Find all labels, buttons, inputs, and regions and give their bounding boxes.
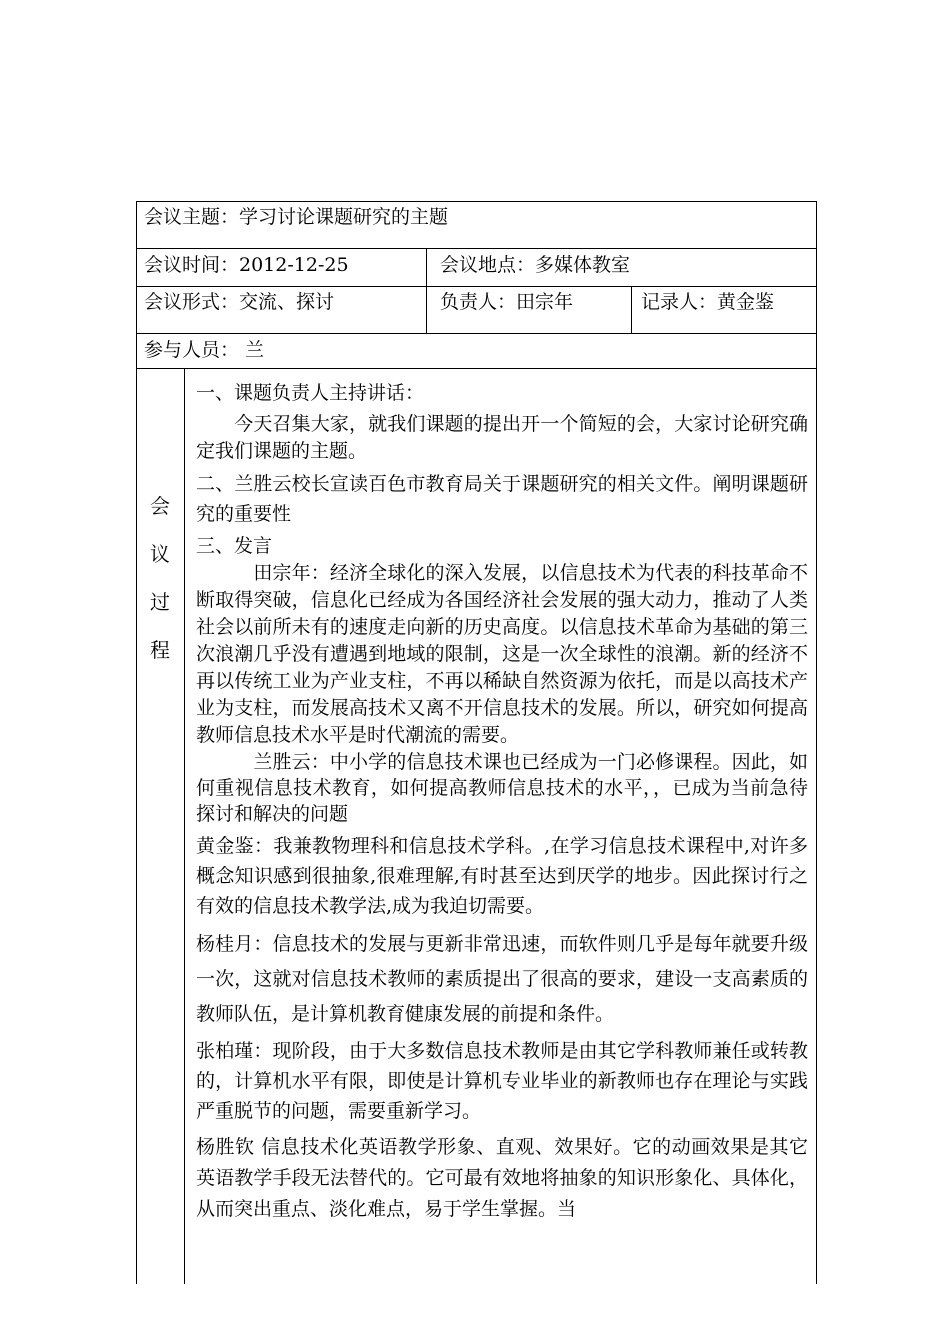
process-label-char: 议 bbox=[150, 542, 170, 566]
meeting-format: 会议形式：交流、探讨 bbox=[144, 291, 335, 313]
speech-lan: 兰胜云：中小学的信息技术课也已经成为一门必修课程。因此，如何重视信息技术教育，如何提高教师信息技术的水平，，已成为当前急待探讨和解决的问题 bbox=[196, 751, 808, 825]
speech-huang: 黄金鉴：我兼教物理科和信息技术学科。,在学习信息技术课程中,对许多概念知识感到很抽象,很难理解,有时甚至达到厌学的地步。因此探讨行之有效的信息技术教学法,成为我迫切需要。 bbox=[196, 835, 808, 917]
opening-remarks: 今天召集大家，就我们课题的提出开一个简短的会，大家讨论研究确定我们课题的主题。 bbox=[196, 413, 808, 462]
process-content bbox=[196, 380, 808, 1225]
meeting-recorder: 记录人：黄金鉴 bbox=[641, 291, 775, 313]
process-label-char: 过 bbox=[150, 590, 170, 614]
speech-yang-shengqin: 杨胜钦 信息技术化英语教学形象、直观、效果好。它的动画效果是其它英语教学手段无法替代的。它可最有效地将抽象的知识形象化、具体化，从而突出重点、淡化难点，易于学生掌握。当 bbox=[196, 1136, 808, 1220]
process-label-char: 程 bbox=[150, 638, 170, 662]
speech-zhang: 张柏瑾：现阶段，由于大多数信息技术教师是由其它学科教师兼任或转教的，计算机水平有限，即使是计算机专业毕业的新教师也存在理论与实践严重脱节的问题，需要重新学习。 bbox=[196, 1040, 808, 1122]
meeting-location: 会议地点：多媒体教室 bbox=[440, 254, 631, 276]
process-label-char: 会 bbox=[150, 494, 170, 518]
speech-yang-guiyue: 杨桂月：信息技术的发展与更新非常迅速，而软件则几乎是每年就要升级一次，这就对信息技术教师的素质提出了很高的要求，建设一支高素质的教师队伍，是计算机教育健康发展的前提和条件。 bbox=[196, 933, 808, 1025]
agenda-item-1: 一、课题负责人主持讲话： bbox=[196, 382, 425, 404]
meeting-time: 会议时间：2012-12-25 bbox=[144, 254, 349, 276]
speech-tian: 田宗年：经济全球化的深入发展，以信息技术为代表的科技革命不断取得突破，信息化已经成为各国经济社会发展的强大动力，推动了人类社会以前所未有的速度走向新的历史高度。以信息技术革命为基础的第三次浪潮几乎没有遭遇到地域的限制，这是一次全球性的浪潮。新的经济不再以传统工业为产业支柱，不再以稀缺自然资源为依托，而是以高技术产业为支柱，而发展高技术又离不开信息技术的发展。所以，研究如何提高教师信息技术水平是时代潮流的需要。 bbox=[196, 562, 808, 746]
meeting-host: 负责人：田宗年 bbox=[440, 291, 574, 313]
meeting-participants: 参与人员： 兰 bbox=[144, 339, 265, 361]
agenda-item-2: 二、兰胜云校长宣读百色市教育局关于课题研究的相关文件。阐明课题研究的重要性 bbox=[196, 473, 808, 525]
meeting-topic: 会议主题：学习讨论课题研究的主题 bbox=[144, 206, 449, 228]
process-label bbox=[140, 482, 180, 674]
agenda-item-3: 三、发言 bbox=[196, 535, 273, 557]
